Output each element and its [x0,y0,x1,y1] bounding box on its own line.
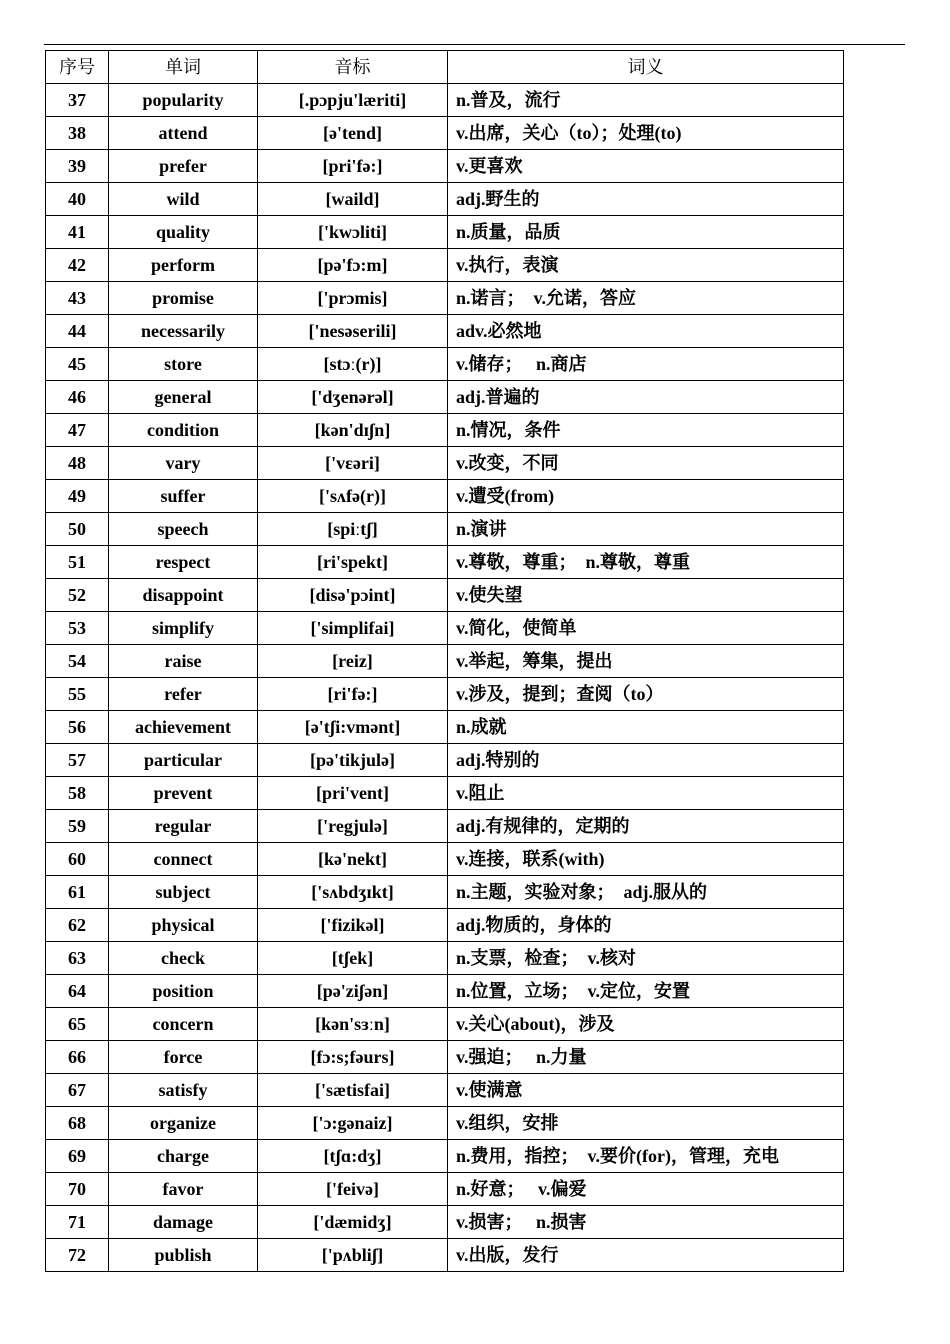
header-row [46,51,844,84]
table-row [46,315,844,348]
row-word: perform [109,249,258,282]
row-word: necessarily [109,315,258,348]
row-number: 40 [46,183,109,216]
row-number: 55 [46,678,109,711]
row-number: 51 [46,546,109,579]
table-row [46,150,844,183]
row-word: physical [109,909,258,942]
table-row [46,810,844,843]
row-phonetic: ['sætisfai] [258,1074,448,1107]
row-word: general [109,381,258,414]
row-number: 54 [46,645,109,678]
table-row [46,348,844,381]
row-word: force [109,1041,258,1074]
row-meaning: v.执行，表演 [448,249,844,282]
row-phonetic: ['sʌbdʒɪkt] [258,876,448,909]
row-word: prefer [109,150,258,183]
table-row [46,249,844,282]
row-phonetic: [waild] [258,183,448,216]
row-number: 50 [46,513,109,546]
row-meaning: n.普及，流行 [448,84,844,117]
row-number: 57 [46,744,109,777]
table-row [46,711,844,744]
vocabulary-table [45,50,844,1272]
row-word: connect [109,843,258,876]
row-word: satisfy [109,1074,258,1107]
row-phonetic: [ə'tʃi:vmənt] [258,711,448,744]
row-number: 47 [46,414,109,447]
row-meaning: v.遭受(from) [448,480,844,513]
row-word: organize [109,1107,258,1140]
table-row [46,1041,844,1074]
table-row [46,909,844,942]
table-row [46,1140,844,1173]
row-number: 61 [46,876,109,909]
row-number: 70 [46,1173,109,1206]
row-number: 56 [46,711,109,744]
row-number: 46 [46,381,109,414]
table-row [46,744,844,777]
table-row [46,84,844,117]
row-meaning: v.关心(about)，涉及 [448,1008,844,1041]
row-word: suffer [109,480,258,513]
row-number: 66 [46,1041,109,1074]
row-phonetic: ['simplifai] [258,612,448,645]
row-number: 65 [46,1008,109,1041]
row-phonetic: ['dæmidʒ] [258,1206,448,1239]
table-row [46,282,844,315]
row-word: refer [109,678,258,711]
row-meaning: v.改变，不同 [448,447,844,480]
row-phonetic: [pə'ziʃən] [258,975,448,1008]
row-meaning: v.使失望 [448,579,844,612]
row-word: vary [109,447,258,480]
row-word: subject [109,876,258,909]
row-phonetic: ['ɔ:gənaiz] [258,1107,448,1140]
table-row [46,1107,844,1140]
row-word: regular [109,810,258,843]
row-phonetic: [kən'dɪʃn] [258,414,448,447]
row-number: 72 [46,1239,109,1272]
table-row [46,942,844,975]
table-row [46,513,844,546]
row-word: check [109,942,258,975]
row-word: charge [109,1140,258,1173]
row-number: 58 [46,777,109,810]
row-phonetic: [ri'fə:] [258,678,448,711]
row-phonetic: ['nesəserili] [258,315,448,348]
row-meaning: adj.野生的 [448,183,844,216]
table-row [46,216,844,249]
row-phonetic: ['feivə] [258,1173,448,1206]
row-meaning: v.简化，使简单 [448,612,844,645]
row-number: 41 [46,216,109,249]
row-word: prevent [109,777,258,810]
row-phonetic: ['sʌfə(r)] [258,480,448,513]
row-meaning: v.储存； n.商店 [448,348,844,381]
row-word: speech [109,513,258,546]
table-row [46,678,844,711]
row-meaning: adj.有规律的，定期的 [448,810,844,843]
row-phonetic: ['pʌbliʃ] [258,1239,448,1272]
row-phonetic: [disə'pɔint] [258,579,448,612]
row-meaning: n.支票，检查； v.核对 [448,942,844,975]
table-row [46,777,844,810]
row-meaning: v.更喜欢 [448,150,844,183]
row-number: 69 [46,1140,109,1173]
row-word: particular [109,744,258,777]
table-row [46,975,844,1008]
row-phonetic: [ri'spekt] [258,546,448,579]
table-row [46,876,844,909]
row-meaning: v.涉及，提到；查阅（to） [448,678,844,711]
header-num: 序号 [46,51,109,84]
row-number: 60 [46,843,109,876]
row-meaning: v.强迫； n.力量 [448,1041,844,1074]
row-phonetic: [reiz] [258,645,448,678]
row-word: achievement [109,711,258,744]
row-meaning: v.出版，发行 [448,1239,844,1272]
table-row [46,381,844,414]
row-word: quality [109,216,258,249]
table-row [46,1074,844,1107]
table-row [46,1173,844,1206]
header-meaning: 词义 [448,51,844,84]
row-phonetic: [tʃek] [258,942,448,975]
row-word: store [109,348,258,381]
table-row [46,1206,844,1239]
row-meaning: n.位置，立场； v.定位，安置 [448,975,844,1008]
header-phonetic: 音标 [258,51,448,84]
row-number: 38 [46,117,109,150]
row-number: 71 [46,1206,109,1239]
row-meaning: v.出席，关心（to）；处理(to) [448,117,844,150]
row-meaning: adj.普遍的 [448,381,844,414]
row-word: concern [109,1008,258,1041]
row-meaning: n.主题，实验对象； adj.服从的 [448,876,844,909]
row-number: 43 [46,282,109,315]
table-row [46,414,844,447]
row-word: attend [109,117,258,150]
row-meaning: v.连接，联系(with) [448,843,844,876]
row-meaning: n.情况，条件 [448,414,844,447]
table-row [46,480,844,513]
row-meaning: adj.物质的，身体的 [448,909,844,942]
row-word: wild [109,183,258,216]
table-row [46,843,844,876]
row-number: 52 [46,579,109,612]
row-word: damage [109,1206,258,1239]
row-number: 44 [46,315,109,348]
row-phonetic: [kə'nekt] [258,843,448,876]
row-phonetic: [pə'fɔ:m] [258,249,448,282]
row-phonetic: ['fizikəl] [258,909,448,942]
row-number: 45 [46,348,109,381]
header-rule [44,44,905,45]
table-row [46,645,844,678]
row-word: favor [109,1173,258,1206]
row-meaning: n.好意； v.偏爱 [448,1173,844,1206]
table-row [46,447,844,480]
row-number: 62 [46,909,109,942]
header-word: 单词 [109,51,258,84]
row-meaning: adv.必然地 [448,315,844,348]
row-meaning: v.损害； n.损害 [448,1206,844,1239]
row-phonetic: [tʃɑ:dʒ] [258,1140,448,1173]
row-number: 53 [46,612,109,645]
row-meaning: v.举起，筹集，提出 [448,645,844,678]
row-number: 39 [46,150,109,183]
row-meaning: n.演讲 [448,513,844,546]
row-phonetic: [stɔː(r)] [258,348,448,381]
row-number: 64 [46,975,109,1008]
row-meaning: n.诺言； v.允诺，答应 [448,282,844,315]
row-phonetic: [pri'vent] [258,777,448,810]
table-row [46,117,844,150]
table-row [46,183,844,216]
row-number: 68 [46,1107,109,1140]
row-phonetic: [pri'fə:] [258,150,448,183]
table-row [46,546,844,579]
row-number: 59 [46,810,109,843]
row-number: 37 [46,84,109,117]
row-phonetic: [kən'sɜːn] [258,1008,448,1041]
row-number: 49 [46,480,109,513]
row-number: 63 [46,942,109,975]
row-meaning: n.质量，品质 [448,216,844,249]
row-phonetic: [ə'tend] [258,117,448,150]
row-word: condition [109,414,258,447]
row-phonetic: ['regjulə] [258,810,448,843]
table-row [46,612,844,645]
row-word: disappoint [109,579,258,612]
row-meaning: n.成就 [448,711,844,744]
row-word: raise [109,645,258,678]
row-number: 67 [46,1074,109,1107]
row-meaning: n.费用，指控； v.要价(for)，管理，充电 [448,1140,844,1173]
table-row [46,579,844,612]
row-meaning: v.尊敬，尊重； n.尊敬，尊重 [448,546,844,579]
row-phonetic: [pə'tikjulə] [258,744,448,777]
row-number: 48 [46,447,109,480]
row-meaning: v.使满意 [448,1074,844,1107]
row-phonetic: ['prɔmis] [258,282,448,315]
row-meaning: adj.特别的 [448,744,844,777]
row-phonetic: ['kwɔliti] [258,216,448,249]
table-row [46,1239,844,1272]
row-word: position [109,975,258,1008]
row-word: promise [109,282,258,315]
row-word: publish [109,1239,258,1272]
row-phonetic: [fɔ:s;fəurs] [258,1041,448,1074]
row-meaning: v.阻止 [448,777,844,810]
row-number: 42 [46,249,109,282]
row-phonetic: [.pɔpju'læriti] [258,84,448,117]
row-word: respect [109,546,258,579]
row-meaning: v.组织，安排 [448,1107,844,1140]
row-phonetic: ['vɛəri] [258,447,448,480]
row-phonetic: ['dʒenərəl] [258,381,448,414]
row-word: popularity [109,84,258,117]
row-phonetic: [spiːtʃ] [258,513,448,546]
table-row [46,1008,844,1041]
row-word: simplify [109,612,258,645]
